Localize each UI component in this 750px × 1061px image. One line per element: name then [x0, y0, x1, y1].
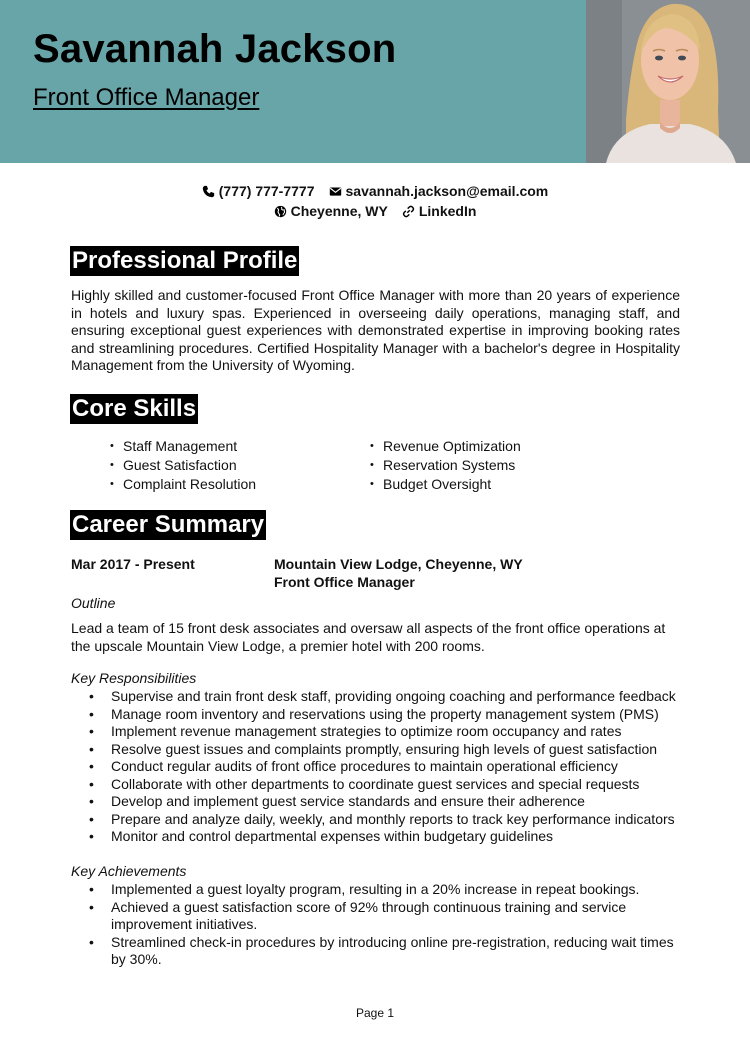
contact-location — [274, 201, 388, 221]
list-item: • Supervise and train front desk staff, providing ongoing coaching and performance feedback — [89, 688, 689, 706]
list-item: • Achieved a guest satisfaction score of 92% through continuous training and service improvement initiatives. — [89, 899, 679, 934]
responsibilities-list — [89, 688, 689, 846]
achievements-label: Key Achievements — [71, 863, 187, 879]
career-heading: Career Summary — [72, 511, 265, 538]
candidate-name: Savannah Jackson — [33, 27, 397, 71]
contact-row-1 — [0, 181, 750, 201]
list-item: • Manage room inventory and reservations using the property management system (PMS) — [89, 706, 689, 724]
globe-icon — [274, 205, 287, 218]
contact-info — [0, 181, 750, 221]
skills-heading: Core Skills — [72, 395, 197, 422]
skill-item: • Guest Satisfaction — [110, 456, 370, 475]
portrait-illustration — [586, 0, 750, 163]
list-item: • Monitor and control departmental expenses within budgetary guidelines — [89, 828, 689, 846]
phone-text: (777) 777-7777 — [218, 183, 315, 199]
page-number: Page 1 — [355, 1006, 395, 1020]
profile-text: Highly skilled and customer-focused Front Office Manager with more than 20 years of experience in hotels and luxury spas. Experienced in overseeing daily operations, managing staff, and ensuring exceptional guest experiences with demonstrated expertise in improving booking rates and streamlining procedures. Certified Hospitality Manager with a bachelor's degree in Hospitality Management from the University of Wyoming. — [71, 287, 680, 373]
contact-linkedin[interactable] — [402, 201, 477, 221]
candidate-job-title: Front Office Manager — [33, 84, 260, 111]
skills-column-left — [110, 437, 370, 494]
job-company: Mountain View Lodge, Cheyenne, WY — [274, 556, 523, 572]
skill-item: • Reservation Systems — [370, 456, 630, 475]
email-text: savannah.jackson@email.com — [345, 183, 549, 199]
skill-item: • Complaint Resolution — [110, 475, 370, 494]
list-item: • Develop and implement guest service standards and ensure their adherence — [89, 793, 689, 811]
responsibilities-label: Key Responsibilities — [71, 670, 197, 686]
contact-phone[interactable] — [202, 181, 315, 201]
list-item: • Resolve guest issues and complaints promptly, ensuring high levels of guest satisfaction — [89, 741, 689, 759]
list-item: • Implemented a guest loyalty program, resulting in a 20% increase in repeat bookings. — [89, 881, 679, 899]
achievements-list — [89, 881, 679, 969]
profile-photo — [586, 0, 750, 163]
skills-list — [110, 437, 630, 494]
list-item: • Conduct regular audits of front office procedures to maintain operational efficiency — [89, 758, 689, 776]
location-text: Cheyenne, WY — [290, 203, 388, 219]
skill-item: • Revenue Optimization — [370, 437, 630, 456]
list-item: • Streamlined check-in procedures by introducing online pre-registration, reducing wait times by 30%. — [89, 934, 679, 969]
outline-label: Outline — [71, 595, 116, 611]
contact-row-2 — [0, 201, 750, 221]
phone-icon — [202, 185, 215, 198]
envelope-icon — [329, 185, 342, 198]
contact-email[interactable] — [329, 181, 549, 201]
job-dates: Mar 2017 - Present — [71, 556, 195, 572]
link-icon — [402, 205, 415, 218]
skills-column-right — [370, 437, 630, 494]
job-role: Front Office Manager — [274, 574, 415, 590]
list-item: • Collaborate with other departments to coordinate guest services and special requests — [89, 776, 689, 794]
skill-item: • Staff Management — [110, 437, 370, 456]
outline-text: Lead a team of 15 front desk associates and oversaw all aspects of the front office operations at the upscale Mountain View Lodge, a premier hotel with 200 rooms. — [71, 620, 666, 654]
list-item: • Implement revenue management strategies to optimize room occupancy and rates — [89, 723, 689, 741]
profile-heading: Professional Profile — [72, 247, 298, 274]
linkedin-text: LinkedIn — [418, 203, 477, 219]
skill-item: • Budget Oversight — [370, 475, 630, 494]
list-item: • Prepare and analyze daily, weekly, and monthly reports to track key performance indicators — [89, 811, 689, 829]
